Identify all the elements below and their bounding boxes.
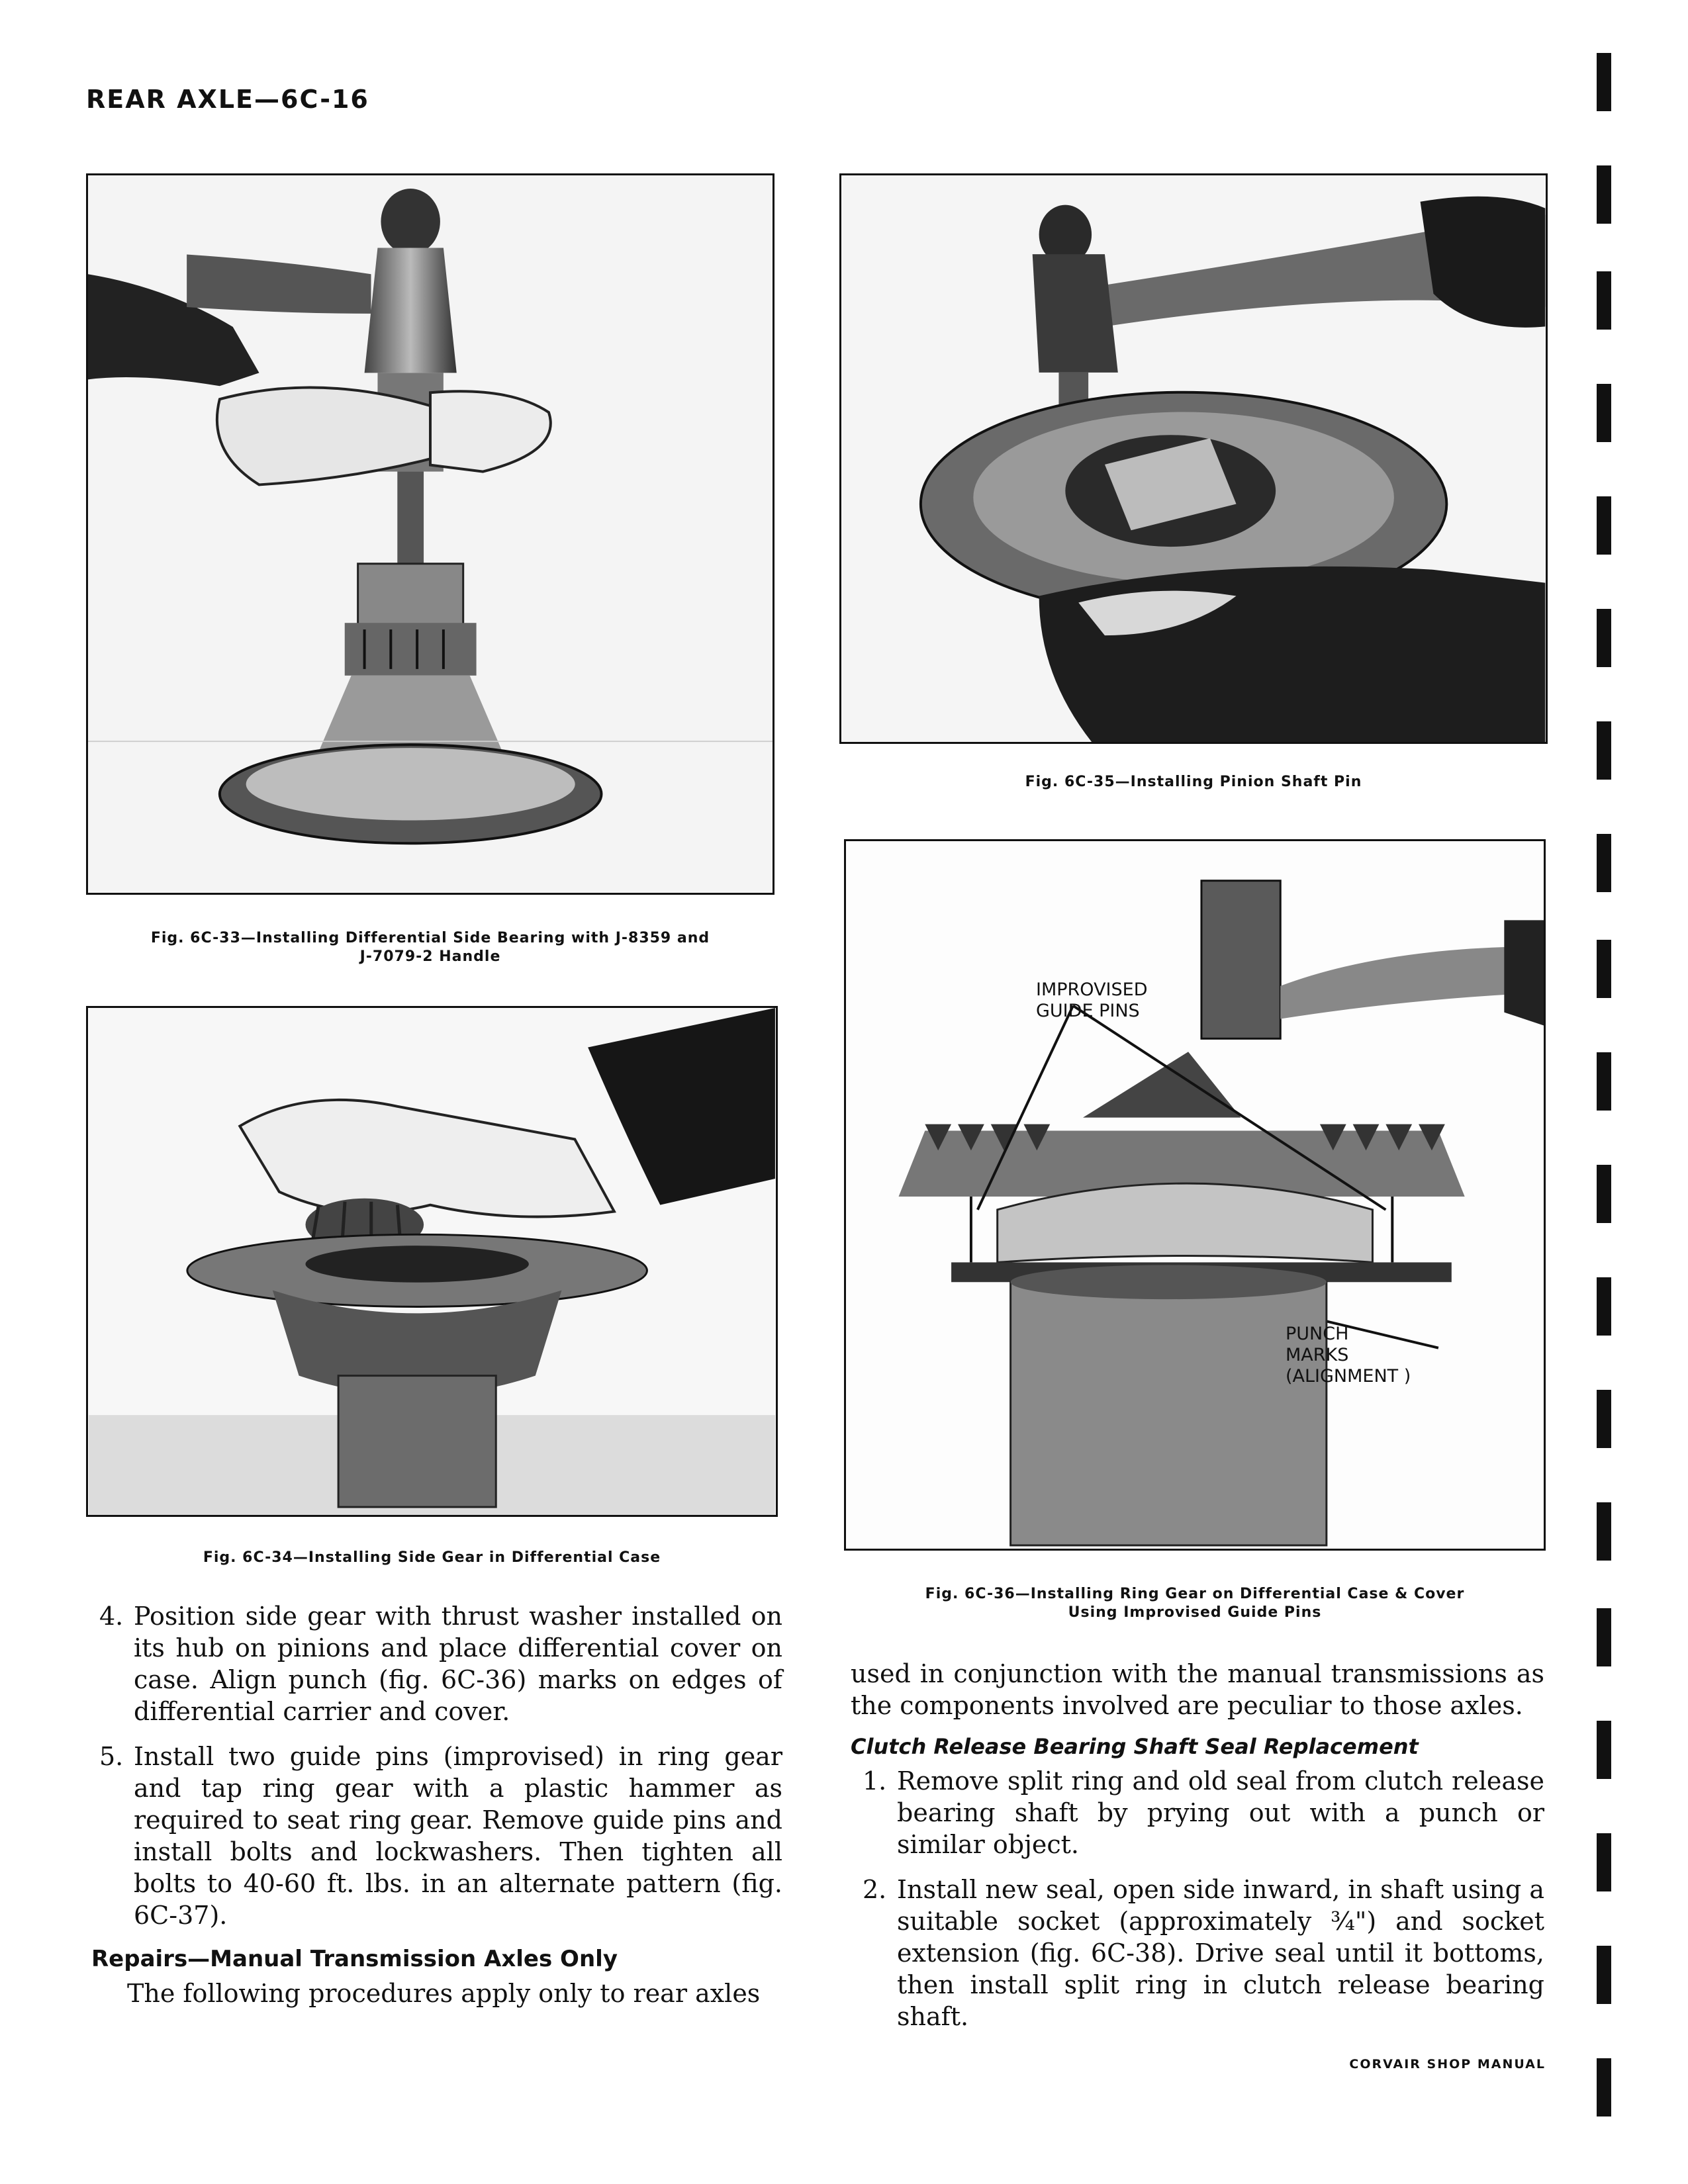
figure-6c-36-callout-punch-marks [1286, 1324, 1411, 1387]
edge-mark [1597, 165, 1611, 224]
edge-mark [1597, 609, 1611, 667]
figure-6c-35-caption: Fig. 6C-35—Installing Pinion Shaft Pin [1025, 774, 1362, 790]
edge-mark [1597, 384, 1611, 442]
figure-6c-35-illustration [841, 175, 1546, 742]
margin-edge-marks [1597, 0, 1617, 2184]
step-4-text: Position side gear with thrust washer installed on its hub on pinions and place differential cover on case. Align punch (fig. 6C-36) marks on edges of differential carrier and cover. [134, 1602, 782, 1726]
figure-6c-34-illustration [88, 1008, 776, 1515]
step-5-text: Install two guide pins (improvised) in ring gear and tap ring gear with a plastic hammer as required to seat ring gear. Remove guide pins and install bolts and lockwashers. Then tighten all bolts to 40-60 ft. lbs. in an alternate pattern (fig. 6C-37). [134, 1742, 782, 1930]
callout-guide-line2: GUIDE PINS [1036, 1001, 1140, 1021]
subheading: Clutch Release Bearing Shaft Seal Replacement [851, 1734, 1419, 1759]
figure-6c-36-callout-guide-pins [1036, 979, 1148, 1022]
step-1-number: 1. [863, 1766, 887, 1796]
edge-mark [1597, 2058, 1611, 2116]
figure-6c-33-caption-line1: Fig. 6C-33—Installing Differential Side Bearing with J-8359 and [150, 930, 710, 946]
callout-punch-line2: MARKS [1286, 1345, 1349, 1365]
edge-mark [1597, 1721, 1611, 1779]
edge-mark [1597, 1833, 1611, 1891]
step-2-number: 2. [863, 1875, 887, 1904]
figure-6c-34-photo [86, 1006, 778, 1517]
step-1-text: Remove split ring and old seal from clutch release bearing shaft by prying out with a punch or similar object. [897, 1766, 1544, 1859]
figure-6c-35-photo [839, 173, 1548, 744]
continuation-paragraph: used in conjunction with the manual transmissions as the components involved are peculiar to those axles. [851, 1659, 1544, 1720]
left-column-text [91, 1600, 782, 2009]
figure-6c-33-caption [86, 929, 774, 966]
step-1 [863, 1765, 1544, 1860]
step-4 [99, 1600, 782, 1727]
edge-mark [1597, 940, 1611, 998]
figure-6c-33-illustration [88, 175, 773, 893]
section-intro: The following procedures apply only to rear axles [127, 1979, 761, 2008]
page-footer: CORVAIR SHOP MANUAL [1349, 2057, 1546, 2071]
edge-mark [1597, 1946, 1611, 2004]
step-5-number: 5. [99, 1742, 124, 1771]
callout-punch-line3: (ALIGNMENT ) [1286, 1366, 1411, 1387]
step-2-text: Install new seal, open side inward, in shaft using a suitable socket (approximately ¾") and socket extension (fig. 6C-38). Drive seal until it bottoms, then install split ring in clutch release bearing shaft. [897, 1875, 1544, 2031]
section-heading: Repairs—Manual Transmission Axles Only [91, 1946, 618, 1972]
edge-mark [1597, 271, 1611, 330]
edge-mark [1597, 721, 1611, 780]
step-2 [863, 1874, 1544, 2032]
callout-punch-line1: PUNCH [1286, 1324, 1349, 1344]
callout-guide-line1: IMPROVISED [1036, 979, 1148, 1000]
edge-mark [1597, 496, 1611, 555]
figure-6c-36-caption-line2: Using Improvised Guide Pins [1068, 1604, 1322, 1621]
edge-mark [1597, 1608, 1611, 1666]
edge-mark [1597, 1502, 1611, 1561]
edge-mark [1597, 1052, 1611, 1111]
edge-mark [1597, 1277, 1611, 1336]
page-header: REAR AXLE—6C-16 [86, 85, 369, 114]
figure-6c-36-caption [844, 1585, 1546, 1622]
figure-6c-36-caption-line1: Fig. 6C-36—Installing Ring Gear on Differential Case & Cover [925, 1586, 1465, 1602]
figure-6c-36-photo [844, 839, 1546, 1551]
figure-6c-36-illustration [846, 841, 1544, 1549]
figure-6c-33-caption-line2: J-7079-2 Handle [359, 948, 501, 965]
edge-mark [1597, 53, 1611, 111]
edge-mark [1597, 1165, 1611, 1223]
edge-mark [1597, 1390, 1611, 1448]
edge-mark [1597, 834, 1611, 892]
step-4-number: 4. [99, 1602, 124, 1631]
figure-6c-34-caption: Fig. 6C-34—Installing Side Gear in Differential Case [203, 1549, 661, 1566]
right-column-text [851, 1658, 1544, 2046]
step-5 [99, 1741, 782, 1931]
figure-6c-33-photo [86, 173, 774, 895]
